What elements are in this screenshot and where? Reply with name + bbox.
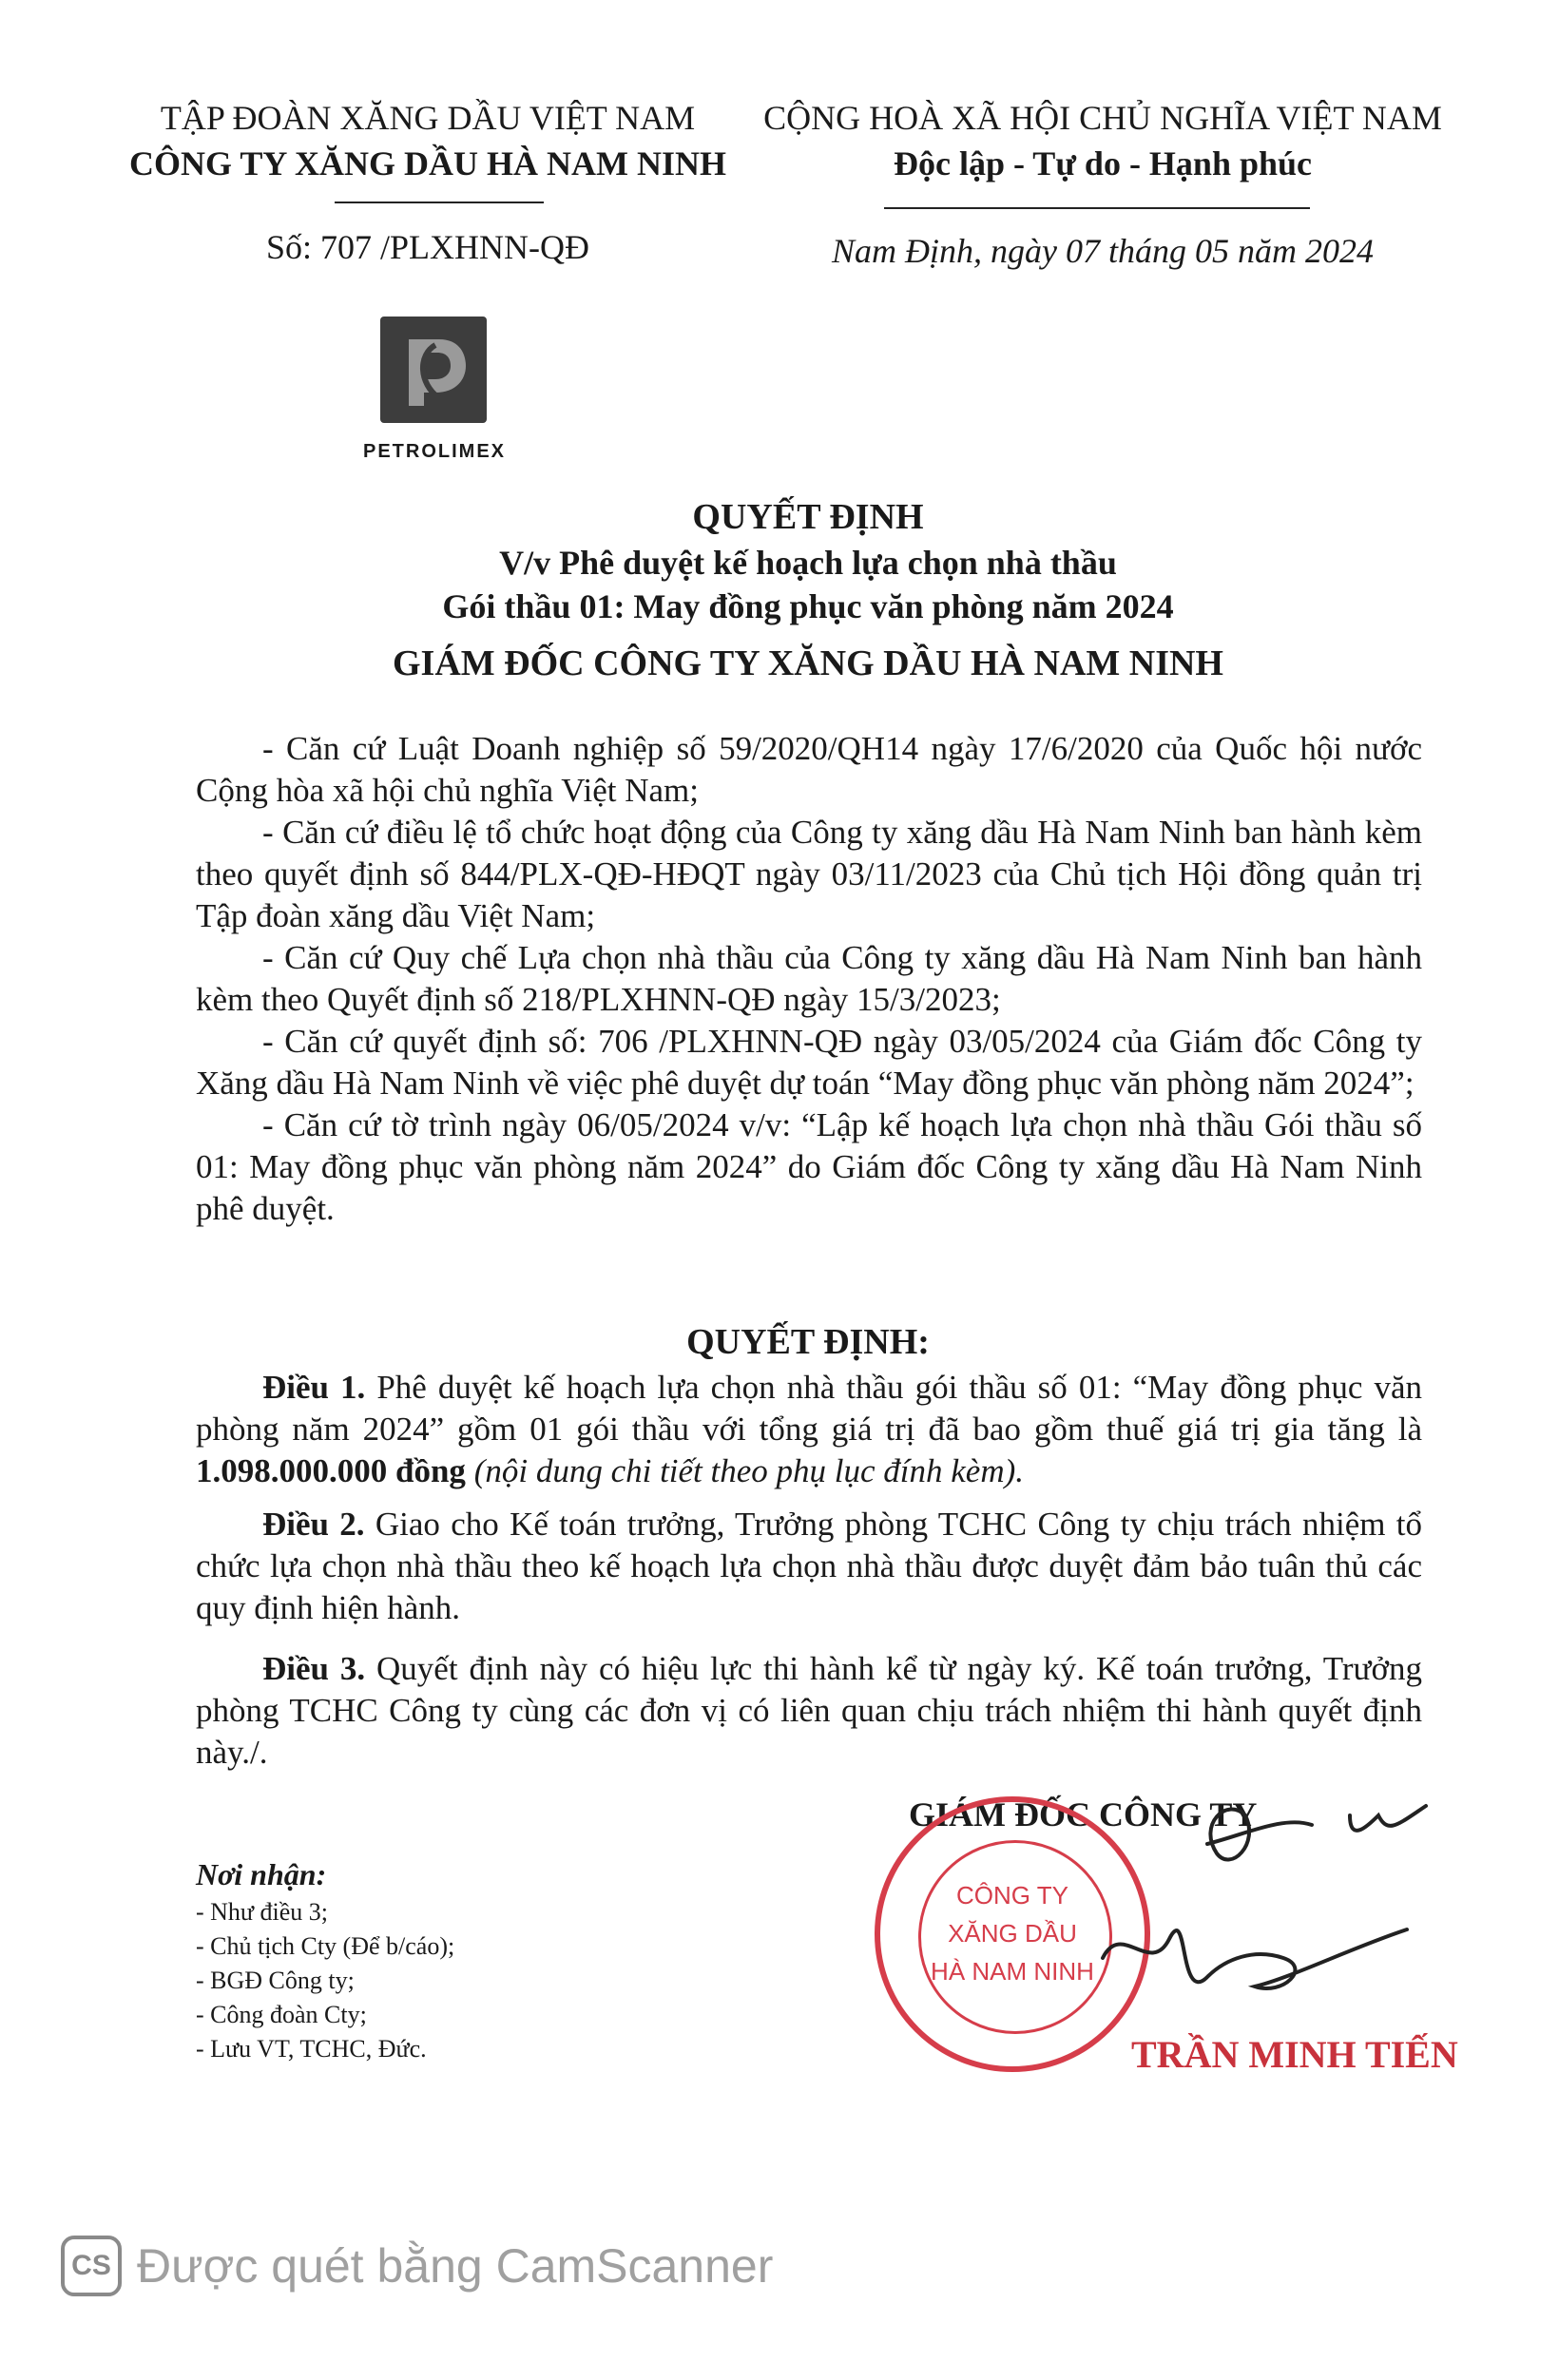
article-1-text: Phê duyệt kế hoạch lựa chọn nhà thầu gói thầu số 01: “May đồng phục văn phòng năm 2024” gồm 01 gói thầu với tổng giá trị đã bao gồm thuế giá trị gia tăng là — [196, 1369, 1422, 1448]
recipient-item: - BGĐ Công ty; — [196, 1967, 355, 1994]
recipients-heading: Nơi nhận: — [196, 1857, 327, 1891]
camscanner-badge-icon: CS — [61, 2236, 122, 2296]
decision-heading: QUYẾT ĐỊNH: — [686, 1322, 930, 1362]
national-motto: Độc lập - Tự do - Hạnh phúc — [893, 144, 1313, 182]
article-3-label: Điều 3. — [262, 1650, 366, 1687]
decision-subject: V/v Phê duyệt kế hoạch lựa chọn nhà thầu — [499, 544, 1117, 582]
company-name: CÔNG TY XĂNG DẦU HÀ NAM NINH — [129, 144, 726, 182]
article-2-label: Điều 2. — [262, 1506, 365, 1543]
article-3 — [196, 1648, 1422, 1774]
signer-name: TRẦN MINH TIẾN — [1131, 2033, 1458, 2076]
header-left-rule — [335, 202, 544, 203]
petrolimex-logo-icon — [380, 317, 487, 423]
article-3-text: Quyết định này có hiệu lực thi hành kể từ ngày ký. Kế toán trưởng, Trưởng phòng TCHC Công ty cùng các đơn vị có liên quan chịu trách nhiệm thi hành quyết định này./. — [196, 1650, 1422, 1771]
header-left — [124, 95, 732, 186]
handwritten-signature — [1065, 1787, 1464, 2034]
decision-title: QUYẾT ĐỊNH — [692, 497, 924, 537]
decision-authority: GIÁM ĐỐC CÔNG TY XĂNG DẦU HÀ NAM NINH — [393, 643, 1223, 683]
recipient-item: - Như điều 3; — [196, 1898, 329, 1926]
group-name: TẬP ĐOÀN XĂNG DẦU VIỆT NAM — [160, 99, 696, 137]
signer-title: GIÁM ĐỐC CÔNG TY — [909, 1795, 1258, 1833]
header-right — [760, 95, 1445, 186]
preamble-item: - Căn cứ điều lệ tổ chức hoạt động của Công ty xăng dầu Hà Nam Ninh ban hành kèm theo quyết định số 844/PLX-QĐ-HĐQT ngày 03/11/2023 của Chủ tịch Hội đồng quản trị Tập đoàn xăng dầu Việt Nam; — [196, 814, 1422, 934]
nation-name: CỘNG HOÀ XÃ HỘI CHỦ NGHĨA VIỆT NAM — [763, 99, 1442, 137]
recipient-item: - Lưu VT, TCHC, Đức. — [196, 2035, 427, 2063]
recipients — [196, 1853, 728, 2066]
seal-line: HÀ NAM NINH — [931, 1957, 1094, 1986]
logo-wordmark: PETROLIMEX — [362, 441, 506, 462]
article-1-note: (nội dung chi tiết theo phụ lục đính kèm). — [465, 1452, 1025, 1489]
article-1 — [196, 1367, 1422, 1492]
seal-line: XĂNG DẦU — [948, 1919, 1077, 1948]
preamble-item: - Căn cứ Quy chế Lựa chọn nhà thầu của Công ty xăng dầu Hà Nam Ninh ban hành kèm theo Quyết định số 218/PLXHNN-QĐ ngày 15/3/2023; — [196, 939, 1422, 1018]
decision-package: Gói thầu 01: May đồng phục văn phòng năm 2024 — [442, 587, 1174, 625]
article-2-text: Giao cho Kế toán trưởng, Trưởng phòng TCHC Công ty chịu trách nhiệm tổ chức lựa chọn nhà thầu theo kế hoạch lựa chọn nhà thầu được duyệt đảm bảo tuân thủ các quy định hiện hành. — [196, 1506, 1423, 1626]
article-2 — [196, 1504, 1422, 1629]
document-number: Số: 707 /PLXHNN-QĐ — [265, 228, 589, 266]
preamble — [196, 728, 1422, 1230]
header-right-rule — [884, 207, 1310, 209]
seal-line: CÔNG TY — [956, 1881, 1068, 1910]
preamble-item: - Căn cứ Luật Doanh nghiệp số 59/2020/QH14 ngày 17/6/2020 của Quốc hội nước Cộng hòa xã hội chủ nghĩa Việt Nam; — [196, 730, 1422, 809]
preamble-item: - Căn cứ quyết định số: 706 /PLXHNN-QĐ ngày 03/05/2024 của Giám đốc Công ty Xăng dầu Hà Nam Ninh về việc phê duyệt dự toán “May đồng phục văn phòng năm 2024”; — [196, 1023, 1422, 1102]
camscanner-watermark: Được quét bằng CamScanner — [137, 2239, 774, 2293]
article-1-amount: 1.098.000.000 đồng — [196, 1452, 466, 1489]
article-1-label: Điều 1. — [262, 1369, 366, 1406]
recipient-item: - Chủ tịch Cty (Để b/cáo); — [196, 1932, 455, 1960]
place-date: Nam Định, ngày 07 tháng 05 năm 2024 — [832, 232, 1374, 270]
preamble-item: - Căn cứ tờ trình ngày 06/05/2024 v/v: “Lập kế hoạch lựa chọn nhà thầu Gói thầu số 01: May đồng phục văn phòng năm 2024” do Giám đốc Công ty xăng dầu Hà Nam Ninh phê duyệt. — [196, 1106, 1422, 1227]
recipient-item: - Công đoàn Cty; — [196, 2001, 367, 2028]
